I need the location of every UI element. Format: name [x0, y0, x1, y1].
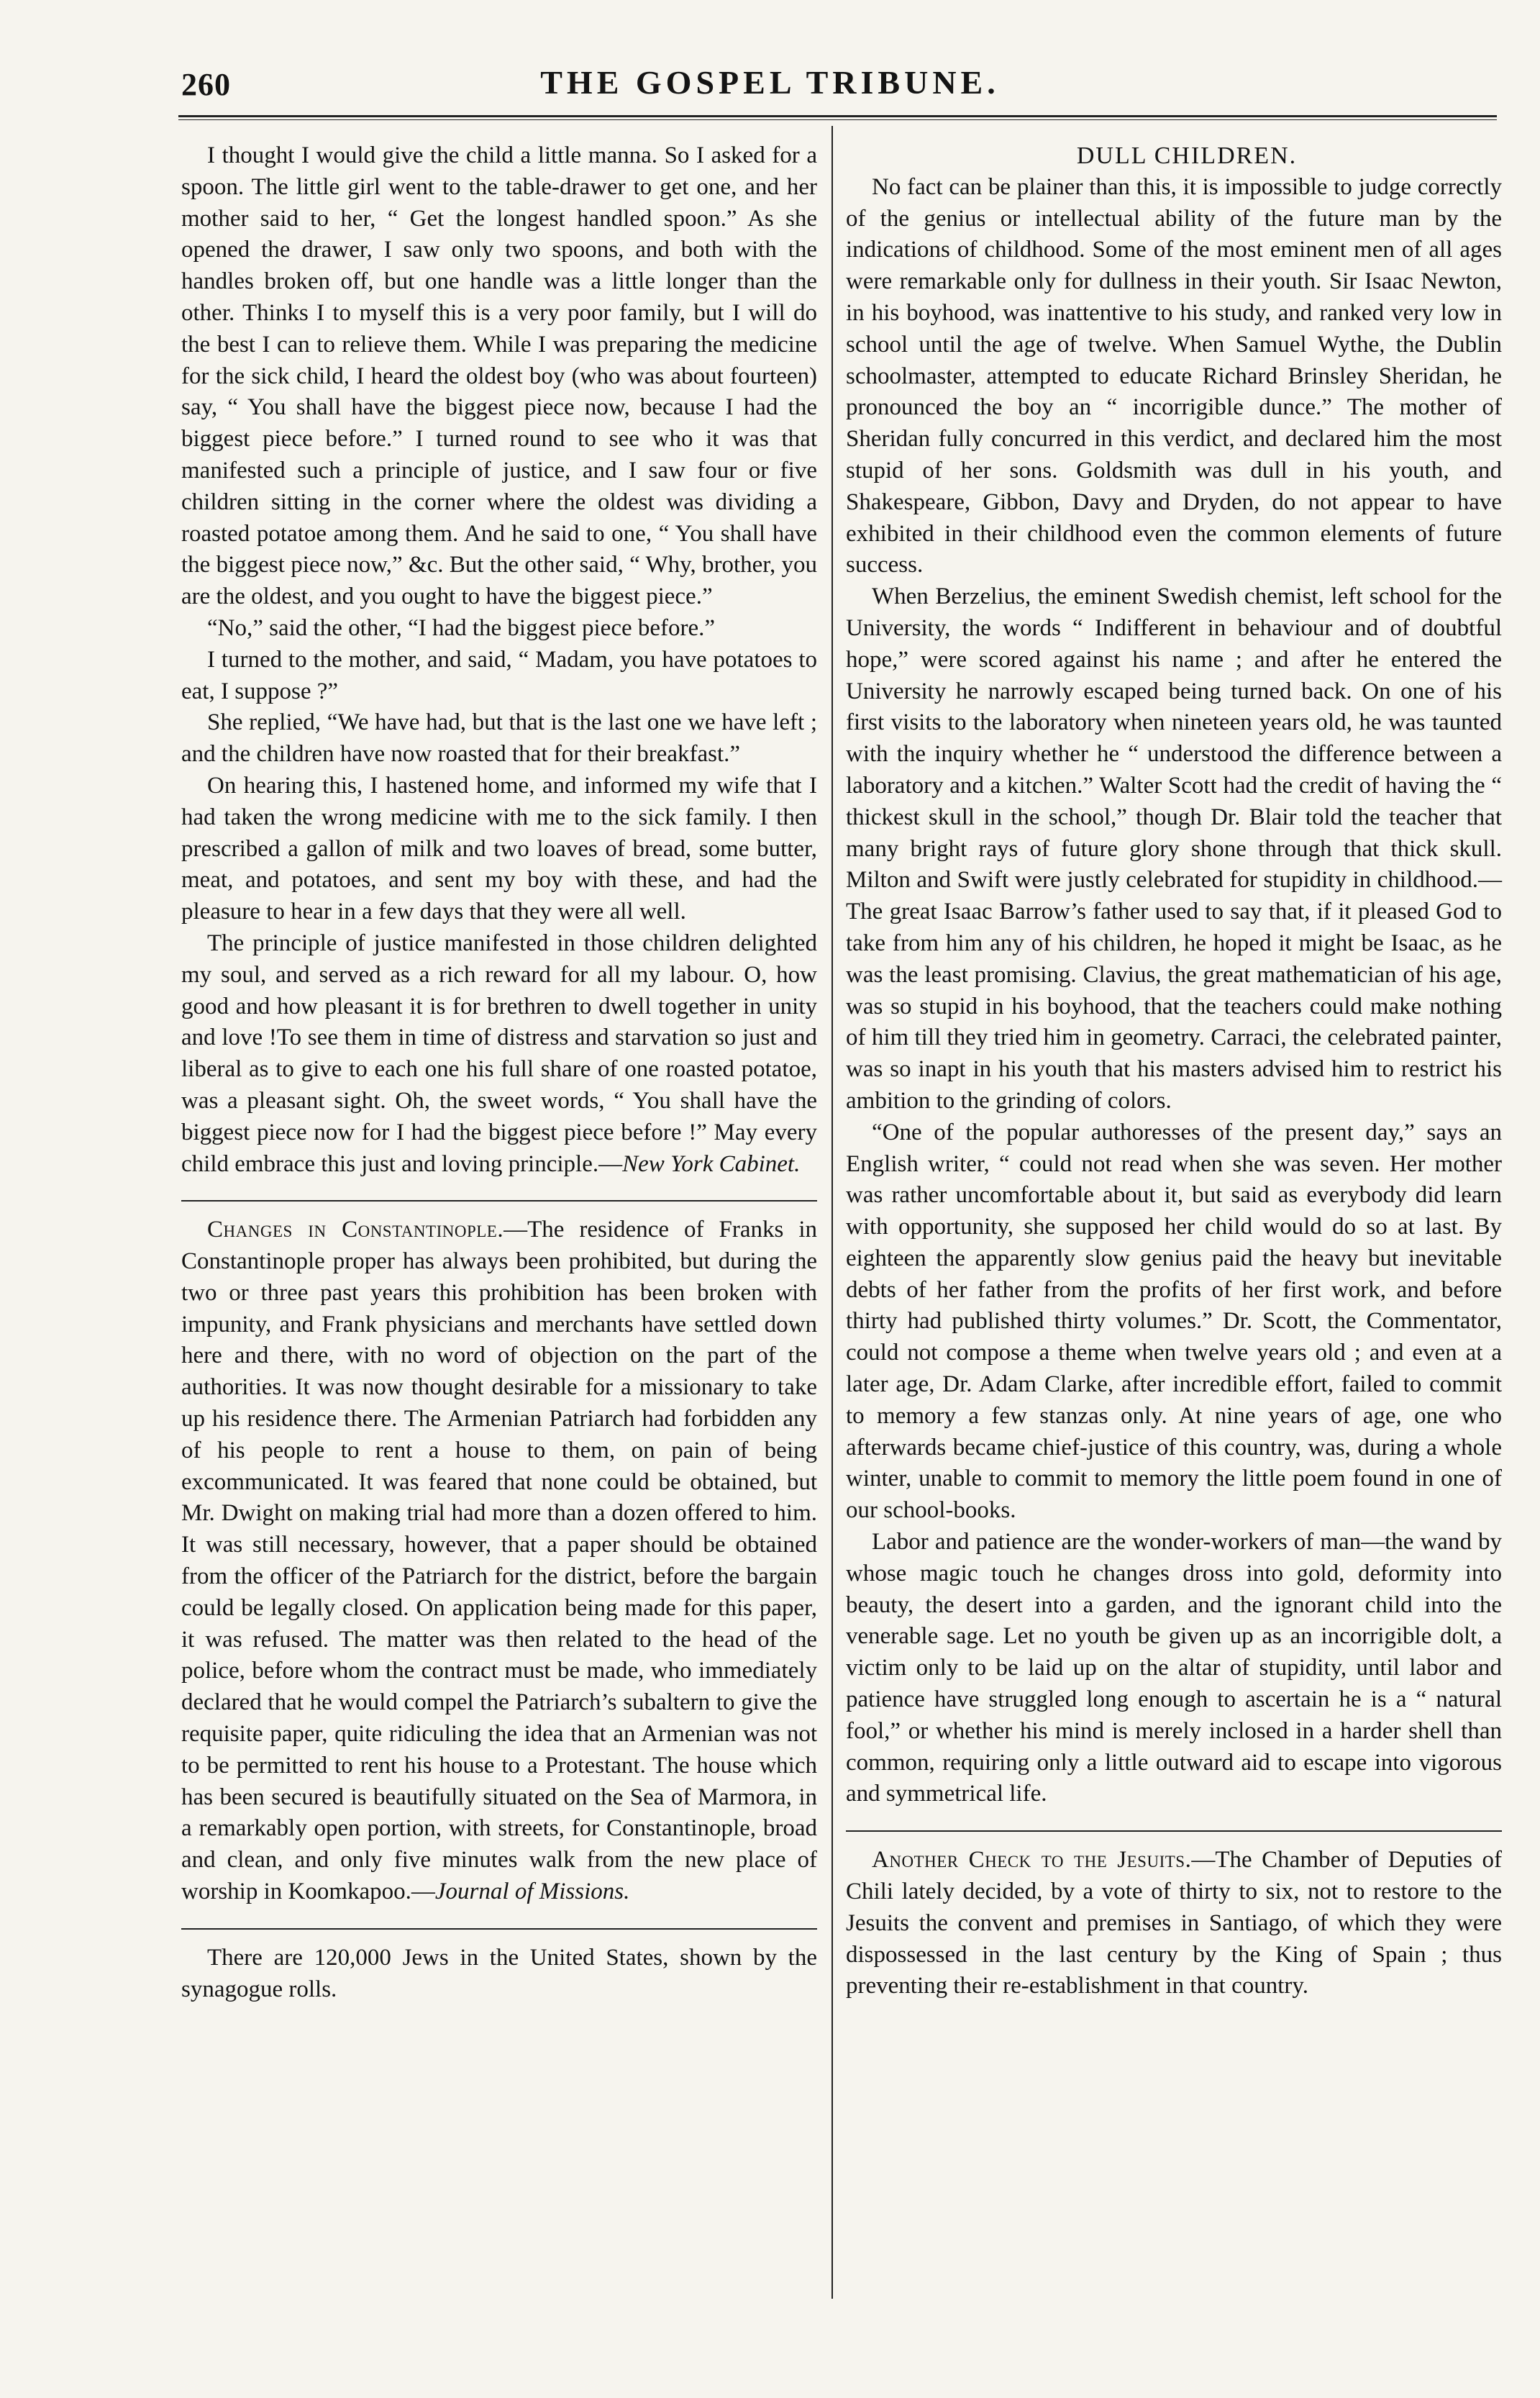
- paragraph: Labor and patience are the wonder-workers of man—the wand by whose magic touch he changes dross into gold, deformity into beauty, the desert into a garden, and the ignorant child into the venerable sage. Let no youth be given up as an incorrigible dolt, a victim only to be laid up on the altar of stupidity, until labor and patience have struggled long enough to ascertain he is a “ natural fool,” or whether his mind is merely inclosed in a harder shell than common, requiring only a little outward aid to escape into vigorous and symmetrical life.: [846, 1529, 1502, 1807]
- article-heading: Changes in Constantinople.: [207, 1217, 504, 1243]
- paragraph: [181, 928, 817, 1180]
- paragraph-text: —The Chamber of Deputies of Chili lately decided, by a vote of thirty to six, not to restore to the Jesuits the convent and premises in Santiago, of which they were dispossessed in the last century by the King of Spain ; thus preventing their re-establishment in that country.: [846, 1847, 1502, 1999]
- paragraph: [181, 1214, 817, 1908]
- column-divider: [831, 126, 833, 2299]
- paragraph: When Berzelius, the eminent Swedish chemist, left school for the University, the words “ Indifferent in behaviour and of doubtful hope,” were scored against his name ; and after he entered the University he narrowly escaped being turned back. On one of his first visits to the laboratory when nineteen years old, he was taunted with the inquiry whether he “ understood the difference between a laboratory and a kitchen.” Walter Scott had the credit of having the “ thickest skull in the school,” though Dr. Blair told the teacher that many bright rays of future glory shone through that thick skull. Milton and Swift were justly celebrated for stupidity in childhood.—The great Isaac Barrow’s father used to say that, if it pleased God to take from him any of his children, he hoped it might be Isaac, as he was the least promising. Clavius, the great mathematician of his age, was so stupid in his boyhood, that the teachers could make nothing of him till they tried him in geometry. Carraci, the celebrated painter, was so inapt in his youth that his masters advised him to restrict his ambition to the grinding of colors.: [846, 583, 1502, 1114]
- article-jews-note: [181, 1943, 817, 2006]
- header-rule: [178, 115, 1497, 120]
- paragraph-text: The principle of justice manifested in those children delighted my soul, and served as a rich reward for all my labour. O, how good and how pleasant it is for brethren to dwell together in unity and love !To see them in time of distress and starvation so just and liberal as to give to each one his full share of one roasted potatoe, was a pleasant sight. Oh, the sweet words, “ You shall have the biggest piece now for I had the biggest piece before !” May every child embrace this just and loving principle.—: [181, 930, 817, 1177]
- paragraph: No fact can be plainer than this, it is impossible to judge correctly of the genius or intellectual ability of the future man by the indications of childhood. Some of the most eminent men of all ages were remarkable only for dullness in their youth. Sir Isaac Newton, in his boyhood, was inattentive to his study, and ranked very low in school until the age of twelve. When Samuel Wythe, the Dublin schoolmaster, attempted to educate Richard Brinsley Sheridan, he pronounced the boy an “ incorrigible dunce.” The mother of Sheridan fully concurred in this verdict, and declared him the most stupid of her sons. Goldsmith was dull in his youth, and Shakespeare, Gibbon, Davy and Dryden, do not appear to have exhibited in their childhood even the common elements of future success.: [846, 173, 1502, 578]
- article-constantinople: [181, 1214, 817, 1908]
- article-jesuits: [846, 1845, 1502, 2002]
- paragraph: I thought I would give the child a little manna. So I asked for a spoon. The little girl went to the table-drawer to get one, and her mother said to her, “ Get the longest handled spoon.” As she opened the drawer, I saw only two spoons, and both with the handles broken off, but one handle was a little longer than the other. Thinks I to myself this is a very poor family, but I will do the best I can to relieve them. While I was preparing the medicine for the sick child, I heard the oldest boy (who was about fourteen) say, “ You shall have the biggest piece now, because I had the biggest piece before.” I turned round to see who it was that manifested such a principle of justice, and I saw four or five children sitting in the corner where the oldest was dividing a roasted potatoe among them. And he said to one, “ You shall have the biggest piece now,” &c. But the other said, “ Why, brother, you are the oldest, and you ought to have the biggest piece.”: [181, 142, 817, 610]
- paragraph: “No,” said the other, “I had the biggest piece before.”: [207, 614, 716, 641]
- article-potato-anecdote: [181, 140, 817, 1180]
- paragraph: [846, 1845, 1502, 2002]
- paragraph: I turned to the mother, and said, “ Madam, you have potatoes to eat, I suppose ?”: [181, 646, 817, 704]
- article-dull-children: [846, 140, 1502, 1810]
- source-attribution: Journal of Missions.: [434, 1879, 630, 1905]
- paragraph: There are 120,000 Jews in the United States, shown by the synagogue rolls.: [181, 1944, 817, 2002]
- left-column: [181, 140, 817, 2005]
- paragraph-text: —The residence of Franks in Constantinople proper has always been prohibited, but during the two or three past years this prohibition has been broken with impunity, and Frank physicians and merchants have settled down here and there, with no word of objection on the part of the authorities. It was now thought desirable for a missionary to take up his residence there. The Armenian Patriarch had forbidden any of his people to rent a house to them, on pain of being excommunicated. It was feared that none could be obtained, but Mr. Dwight on making trial had more than a dozen offered to him. It was still necessary, however, that a paper should be obtained from the officer of the Patriarch for the district, before the bargain could be legally closed. On application being made for this paper, it was refused. The matter was then related to the head of the police, before whom the contract must be made, who immediately declared that he would compel the Patriarch’s subaltern to give the requisite paper, quite ridiculing the idea that an Armenian was not to be permitted to rent his house to a Protestant. The house which has been secured is beautifully situated on the Sea of Marmora, in a remarkably open portion, with streets, for Constantinople, broad and clean, and only five minutes walk from the new place of worship in Koomkapoo.—: [181, 1217, 817, 1905]
- right-column: [846, 140, 1502, 2002]
- running-head-title: THE GOSPEL TRIBUNE.: [540, 64, 1000, 101]
- section-rule: [181, 1200, 817, 1202]
- section-rule: [846, 1830, 1502, 1832]
- article-heading: Another Check to the Jesuits.: [872, 1847, 1192, 1874]
- article-title: DULL CHILDREN.: [1076, 142, 1298, 169]
- section-rule: [181, 1928, 817, 1930]
- paragraph: She replied, “We have had, but that is the last one we have left ; and the children have now roasted that for their breakfast.”: [181, 709, 817, 768]
- paragraph: “One of the popular authoresses of the present day,” says an English writer, “ could not read when she was seven. Her mother was rather uncomfortable about it, but said as everybody did learn with opportunity, she supposed her child would do so at last. By eighteen the apparently slow genius paid the heavy but inevitable debts of her father from the profits of her first work, and before thirty had published thirty volumes.” Dr. Scott, the Commentator, could not compose a theme when twelve years old ; and even at a later age, Dr. Adam Clarke, after incredible effort, failed to commit to memory a few stanzas only. At nine years of age, one who afterwards became chief-justice of this country, was, during a whole winter, unable to commit to memory the little poem found in one of our school-books.: [846, 1119, 1502, 1524]
- paragraph: On hearing this, I hastened home, and informed my wife that I had taken the wrong medicine with me to the sick family. I then prescribed a gallon of milk and two loaves of bread, some butter, meat, and potatoes, and sent my boy with these, and had the pleasure to hear in a few days that they were all well.: [181, 772, 817, 925]
- page-number: 260: [181, 67, 231, 102]
- source-attribution: New York Cabinet.: [622, 1150, 801, 1177]
